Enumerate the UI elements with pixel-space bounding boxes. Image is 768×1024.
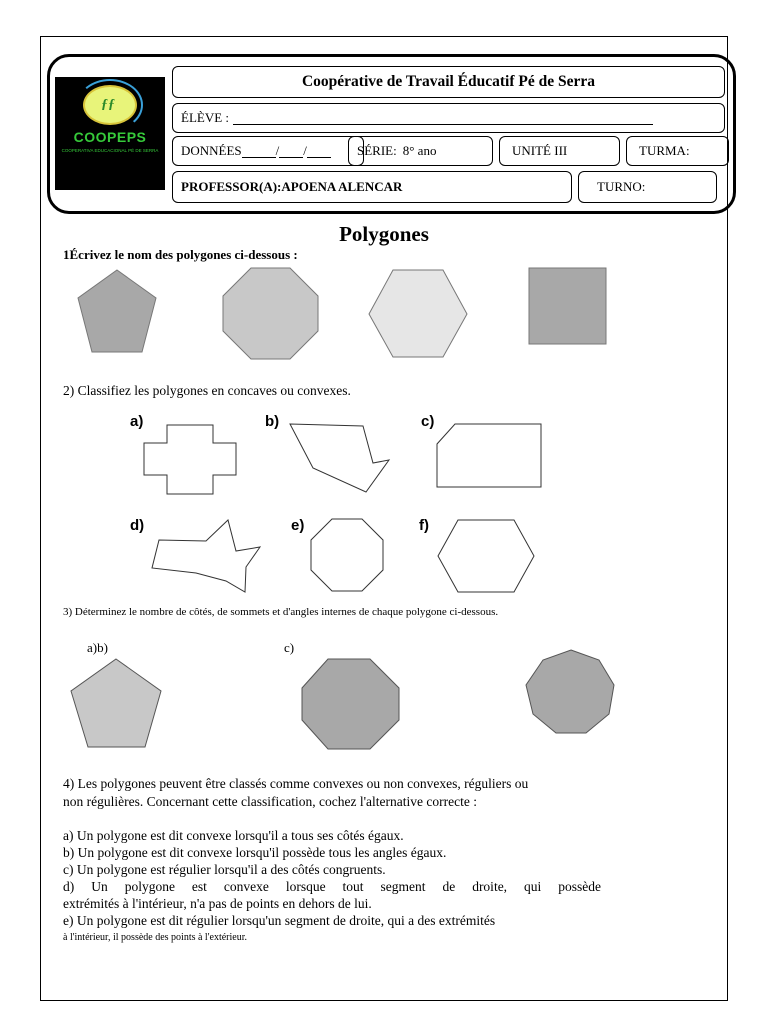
- question-2-text: 2) Classifiez les polygones en concaves ou convexes.: [63, 383, 351, 398]
- q2-label-b: b): [265, 413, 280, 430]
- q3-label-ab: a)b): [87, 640, 108, 655]
- logo-subtext: COOPERATIVA EDUCACIONAL PÉ DE SERRA: [61, 148, 159, 153]
- unit-label: UNITÉ III: [512, 143, 568, 158]
- class-label: TURMA:: [639, 143, 690, 158]
- q4-option-c: c) Un polygone est régulier lorsqu'il a des côtés congruents.: [63, 862, 386, 877]
- series-label: SÉRIE:: [357, 143, 397, 158]
- logo-text: COOPEPS: [73, 129, 147, 145]
- q2-shape-b: [290, 424, 389, 492]
- q1-octagon: [223, 268, 318, 359]
- q2-hexagon-f: [438, 520, 534, 592]
- q4-option-e-line-1: e) Un polygone est dit régulier lorsqu'un segment de droite, qui a des extrémités: [63, 913, 496, 928]
- q2-octagon-e: [311, 519, 383, 591]
- q4-option-a: a) Un polygone est dit convexe lorsqu'il a tous ses côtés égaux.: [63, 828, 404, 843]
- q2-cross: [144, 425, 236, 494]
- page-title: Polygones: [339, 222, 429, 246]
- q2-label-c: c): [421, 413, 435, 430]
- q2-star-d: [152, 520, 260, 592]
- q3-pentagon: [71, 659, 161, 747]
- q1-square: [529, 268, 606, 344]
- logo-mark-icon: ƒƒ: [101, 97, 115, 112]
- q4-option-d-line-1: d) Un polygone est convexe lorsque tout segment de droite, qui possède: [63, 879, 601, 894]
- q1-hexagon: [369, 270, 467, 357]
- question-3-text: 3) Déterminez le nombre de côtés, de sommets et d'angles internes de chaque polygone ci-dessous.: [63, 606, 499, 618]
- q4-option-b: b) Un polygone est dit convexe lorsqu'il possède tous les angles égaux.: [63, 845, 447, 860]
- q3-nonagon: [526, 650, 614, 733]
- q1-pentagon: [78, 270, 156, 352]
- q4-line-1: 4) Les polygones peuvent être classés comme convexes ou non convexes, réguliers ou: [63, 776, 529, 791]
- date-field[interactable]: DONNÉES / /: [172, 136, 364, 166]
- student-label: ÉLÈVE :: [181, 110, 230, 125]
- date-label: DONNÉES: [181, 143, 242, 158]
- q3-label-c: c): [284, 640, 295, 655]
- q4-option-d-line-2: extrémités à l'intérieur, n'a pas de points en dehors de lui.: [63, 896, 372, 911]
- q2-label-d: d): [130, 517, 145, 534]
- teacher-name: PROFESSOR(A):APOENA ALENCAR: [181, 179, 403, 194]
- q2-label-e: e): [291, 517, 305, 534]
- q2-shape-c: [437, 424, 541, 487]
- q3-octagon: [302, 659, 399, 749]
- q4-line-2: non régulières. Concernant cette classification, cochez l'alternative correcte :: [63, 794, 477, 809]
- school-name: Coopérative de Travail Éducatif Pé de Serra: [301, 73, 596, 90]
- q4-option-e-line-2: à l'intérieur, il possède des points à l'extérieur.: [63, 932, 247, 943]
- q2-label-f: f): [419, 517, 429, 534]
- series-value: 8° ano: [402, 143, 437, 158]
- shift-label: TURNO:: [597, 179, 646, 194]
- q2-label-a: a): [130, 413, 144, 430]
- question-1-text: 1Écrivez le nom des polygones ci-dessous :: [63, 247, 298, 262]
